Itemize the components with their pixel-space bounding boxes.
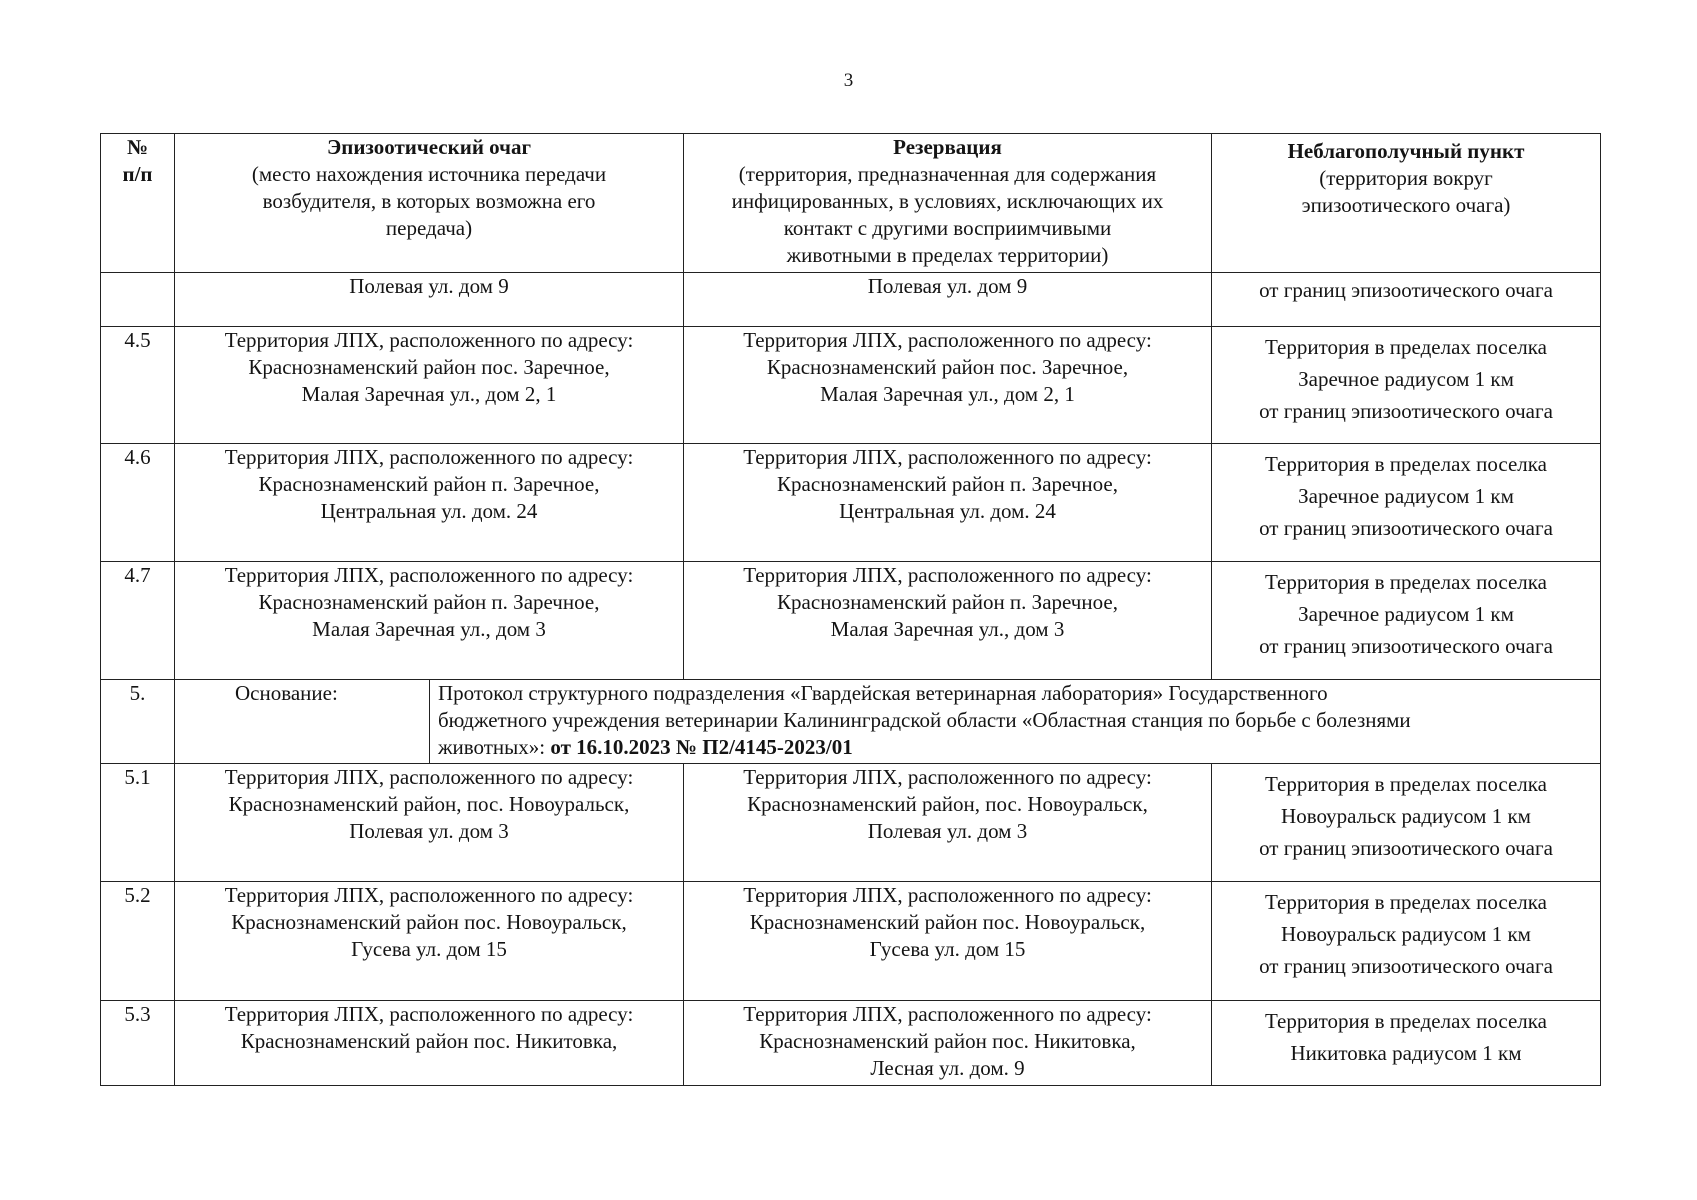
cell-area: от границ эпизоотического очага — [1212, 273, 1601, 327]
header-col1-title: Эпизоотический очаг — [326, 135, 532, 159]
epizootic-table — [100, 133, 1601, 1086]
basis-row — [101, 680, 1601, 764]
protocol-number: от 16.10.2023 № П2/4145-2023/01 — [550, 735, 853, 759]
cell-area: Территория в пределах поселка Новоуральск радиусом 1 км от границ эпизоотического очага — [1212, 882, 1601, 1001]
cell-reservation: Территория ЛПХ, расположенного по адресу: Краснознаменский район п. Заречное, Малая Заречная ул., дом 3 — [684, 562, 1212, 680]
cell-area: Территория в пределах поселка Заречное радиусом 1 км от границ эпизоотического очага — [1212, 327, 1601, 444]
cell-reservation: Территория ЛПХ, расположенного по адресу: Краснознаменский район пос. Новоуральск, Гусева ул. дом 15 — [684, 882, 1212, 1001]
cell-focus: Полевая ул. дом 9 — [175, 273, 684, 327]
row-num — [101, 273, 175, 327]
cell-area: Территория в пределах поселка Новоуральск радиусом 1 км от границ эпизоотического очага — [1212, 764, 1601, 882]
cell-focus: Территория ЛПХ, расположенного по адресу: Краснознаменский район п. Заречное, Малая Заречная ул., дом 3 — [175, 562, 684, 680]
table-row — [101, 327, 1601, 444]
basis-text: Протокол структурного подразделения «Гвардейская ветеринарная лаборатория» Государственного бюджетного учреждения ветеринарии Калининградской области «Областная станция по борьбе с болезнями животных»: от 16.10.2023 № П2/4145-2023/01 — [430, 680, 1601, 764]
row-num: 5.3 — [101, 1001, 175, 1086]
table-row — [101, 562, 1601, 680]
cell-reservation: Территория ЛПХ, расположенного по адресу: Краснознаменский район пос. Никитовка, Лесная ул. дом. 9 — [684, 1001, 1212, 1086]
table-row — [101, 764, 1601, 882]
header-col3: Неблагополучный пункт (территория вокруг эпизоотического очага) — [1212, 134, 1601, 273]
cell-reservation: Территория ЛПХ, расположенного по адресу: Краснознаменский район п. Заречное, Центральная ул. дом. 24 — [684, 444, 1212, 562]
header-col2: Резервация (территория, предназначенная для содержания инфицированных, в условиях, исключающих их контакт с другими восприимчивыми животными в пределах территории) — [684, 134, 1212, 273]
row-num: 5.2 — [101, 882, 175, 1001]
cell-focus: Территория ЛПХ, расположенного по адресу: Краснознаменский район пос. Заречное, Малая Заречная ул., дом 2, 1 — [175, 327, 684, 444]
cell-focus: Территория ЛПХ, расположенного по адресу: Краснознаменский район пос. Новоуральск, Гусева ул. дом 15 — [175, 882, 684, 1001]
row-num: 5.1 — [101, 764, 175, 882]
table-row — [101, 1001, 1601, 1086]
cell-reservation: Территория ЛПХ, расположенного по адресу: Краснознаменский район, пос. Новоуральск, Полевая ул. дом 3 — [684, 764, 1212, 882]
cell-focus: Территория ЛПХ, расположенного по адресу: Краснознаменский район пос. Никитовка, — [175, 1001, 684, 1086]
cell-reservation: Территория ЛПХ, расположенного по адресу: Краснознаменский район пос. Заречное, Малая Заречная ул., дом 2, 1 — [684, 327, 1212, 444]
row-num: 4.6 — [101, 444, 175, 562]
row-num: 5. — [101, 680, 175, 764]
header-col2-title: Резервация — [893, 135, 1002, 159]
cell-area: Территория в пределах поселка Никитовка радиусом 1 км — [1212, 1001, 1601, 1086]
row-num: 4.7 — [101, 562, 175, 680]
cell-focus: Территория ЛПХ, расположенного по адресу: Краснознаменский район п. Заречное, Центральная ул. дом. 24 — [175, 444, 684, 562]
cell-focus: Территория ЛПХ, расположенного по адресу: Краснознаменский район, пос. Новоуральск, Полевая ул. дом 3 — [175, 764, 684, 882]
header-num: № п/п — [101, 134, 175, 273]
cell-area: Территория в пределах поселка Заречное радиусом 1 км от границ эпизоотического очага — [1212, 444, 1601, 562]
header-row — [101, 134, 1601, 273]
page-number: 3 — [843, 70, 854, 91]
continuation-row — [101, 273, 1601, 327]
cell-area: Территория в пределах поселка Заречное радиусом 1 км от границ эпизоотического очага — [1212, 562, 1601, 680]
cell-reservation: Полевая ул. дом 9 — [684, 273, 1212, 327]
basis-label: Основание: — [175, 680, 430, 764]
row-num: 4.5 — [101, 327, 175, 444]
header-col3-title: Неблагополучный пункт — [1287, 139, 1525, 163]
table-row — [101, 882, 1601, 1001]
header-col1: Эпизоотический очаг (место нахождения источника передачи возбудителя, в которых возможна его передача) — [175, 134, 684, 273]
table-row — [101, 444, 1601, 562]
